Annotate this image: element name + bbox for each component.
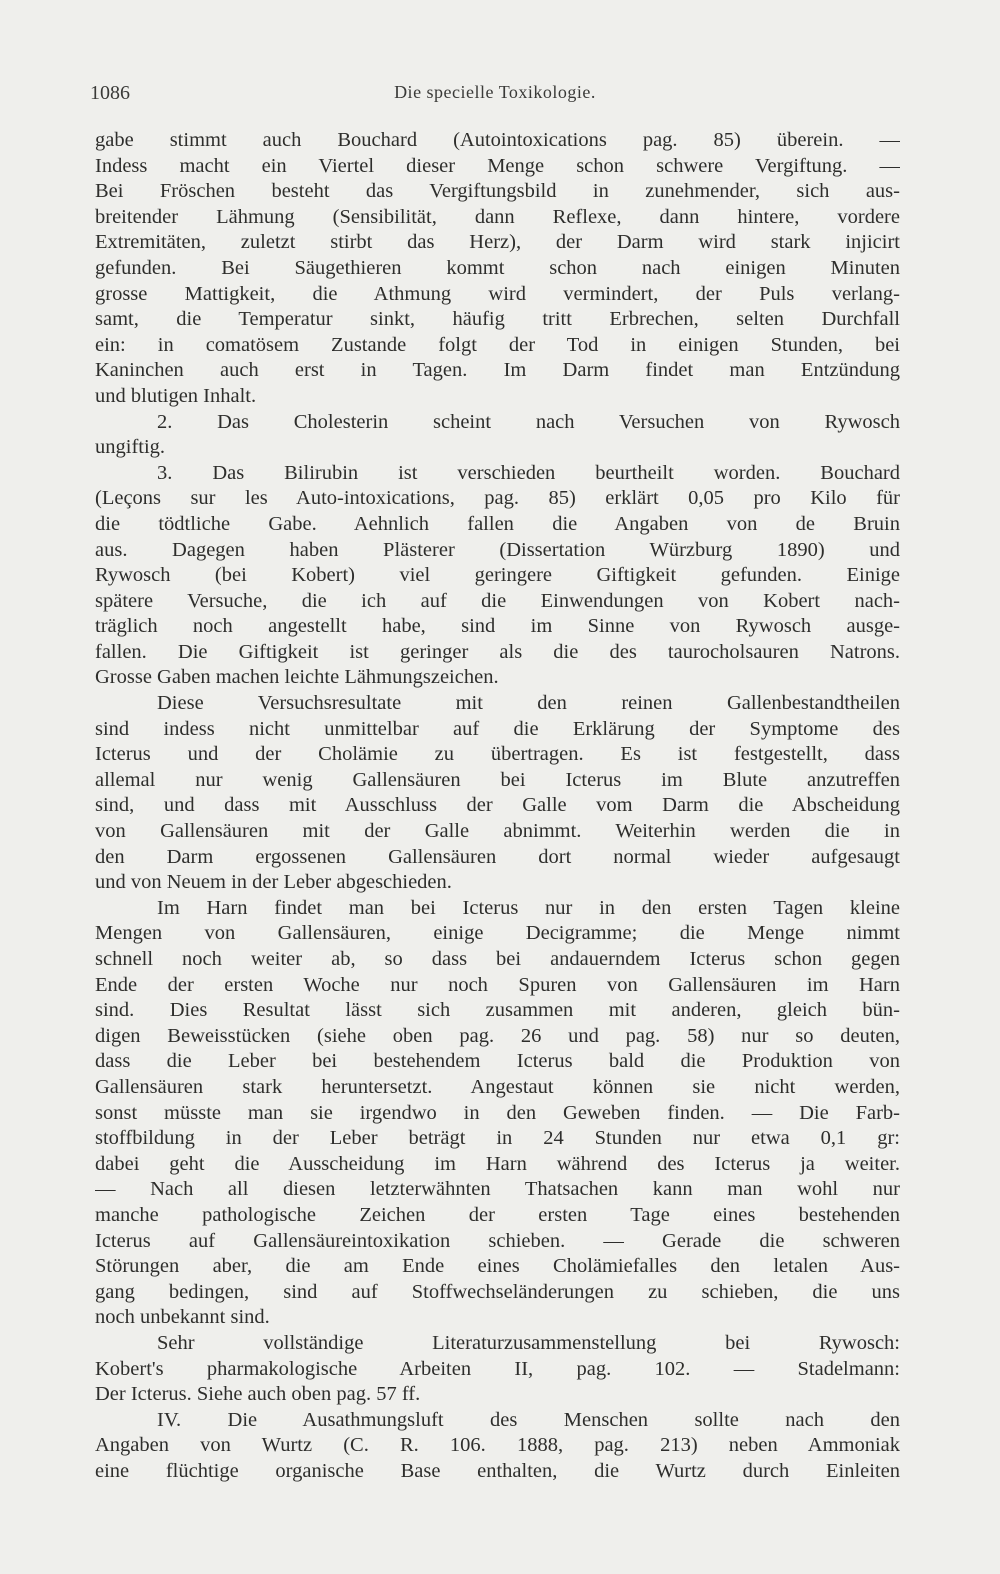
text-line: Der Icterus. Siehe auch oben pag. 57 ff.	[95, 1383, 421, 1406]
text-line: ungiftig.	[95, 436, 166, 459]
text-line: Gallensäuren stark heruntersetzt. Angestaut können sie nicht werden,	[95, 1075, 900, 1098]
text-line: dabei geht die Ausscheidung im Harn während des Icterus ja weiter.	[95, 1152, 900, 1175]
text-line: Kaninchen auch erst in Tagen. Im Darm findet man Entzündung	[95, 359, 900, 382]
text-line: die tödtliche Gabe. Aehnlich fallen die Angaben von de Bruin	[95, 512, 900, 535]
text-line: Kobert's pharmakologische Arbeiten II, pag. 102. — Stadelmann:	[95, 1357, 900, 1380]
text-line: sind indess nicht unmittelbar auf die Erklärung der Symptome des	[95, 717, 900, 740]
text-line: 2. Das Cholesterin scheint nach Versuchen von Rywosch	[157, 410, 900, 433]
text-line: ein: in comatösem Zustande folgt der Tod in einigen Stunden, bei	[95, 333, 900, 356]
text-line: Diese Versuchsresultate mit den reinen Gallenbestandtheilen	[157, 692, 900, 715]
text-line: sind, und dass mit Ausschluss der Galle vom Darm die Abscheidung	[95, 794, 900, 817]
text-line: Icterus und der Cholämie zu übertragen. Es ist festgestellt, dass	[95, 743, 900, 766]
text-line: (Leçons sur les Auto-intoxications, pag. 85) erklärt 0,05 pro Kilo für	[95, 487, 900, 510]
text-line: manche pathologische Zeichen der ersten Tage eines bestehenden	[95, 1203, 900, 1226]
text-line: sind. Dies Resultat lässt sich zusammen mit anderen, gleich bün-	[95, 999, 900, 1022]
text-line: träglich noch angestellt habe, sind im Sinne von Rywosch ausge-	[95, 615, 900, 638]
text-line: schnell noch weiter ab, so dass bei andauerndem Icterus schon gegen	[95, 948, 900, 970]
text-line: noch unbekannt sind.	[95, 1306, 270, 1329]
text-line: gang bedingen, sind auf Stoffwechseländerungen zu schieben, die uns	[95, 1280, 900, 1303]
text-line: Bei Fröschen besteht das Vergiftungsbild in zunehmender, sich aus-	[95, 180, 900, 203]
text-line: und blutigen Inhalt.	[95, 384, 257, 407]
text-line: dass die Leber bei bestehendem Icterus bald die Produktion von	[95, 1050, 900, 1073]
text-line: allemal nur wenig Gallensäuren bei Icterus im Blute anzutreffen	[95, 768, 900, 791]
text-line: — Nach all diesen letzterwähnten Thatsachen kann man wohl nur	[95, 1178, 900, 1201]
text-line: Ende der ersten Woche nur noch Spuren von Gallensäuren im Harn	[95, 973, 900, 996]
text-line: den Darm ergossenen Gallensäuren dort normal wieder aufgesaugt	[95, 845, 900, 868]
page-number: 1086	[90, 82, 130, 104]
text-line: stoffbildung in der Leber beträgt in 24 Stunden nur etwa 0,1 gr:	[95, 1127, 900, 1150]
text-line: Icterus auf Gallensäureintoxikation schieben. — Gerade die schweren	[95, 1229, 900, 1252]
text-line: spätere Versuche, die ich auf die Einwendungen von Kobert nach-	[95, 589, 900, 612]
body-text	[95, 128, 900, 1484]
text-line: breitender Lähmung (Sensibilität, dann Reflexe, dann hintere, vordere	[95, 205, 900, 228]
text-line: und von Neuem in der Leber abgeschieden.	[95, 871, 452, 894]
text-line: von Gallensäuren mit der Galle abnimmt. Weiterhin werden die in	[95, 820, 900, 843]
text-line: Mengen von Gallensäuren, einige Decigramme; die Menge nimmt	[95, 922, 900, 945]
text-line: sonst müsste man sie irgendwo in den Geweben finden. — Die Farb-	[95, 1101, 900, 1124]
text-line: eine flüchtige organische Base enthalten, die Wurtz durch Einleiten	[95, 1459, 900, 1482]
text-line: Rywosch (bei Kobert) viel geringere Giftigkeit gefunden. Einige	[95, 564, 900, 587]
text-line: Extremitäten, zuletzt stirbt das Herz), der Darm wird stark injicirt	[95, 231, 900, 254]
text-line: aus. Dagegen haben Plästerer (Dissertation Würzburg 1890) und	[95, 538, 900, 561]
text-line: Im Harn findet man bei Icterus nur in den ersten Tagen kleine	[157, 896, 900, 919]
text-line: IV. Die Ausathmungsluft des Menschen sollte nach den	[157, 1408, 900, 1431]
text-line: Störungen aber, die am Ende eines Cholämiefalles den letalen Aus-	[95, 1255, 900, 1278]
text-line: fallen. Die Giftigkeit ist geringer als die des taurocholsauren Natrons.	[95, 640, 900, 663]
text-line: Sehr vollständige Literaturzusammenstellung bei Rywosch:	[157, 1331, 900, 1354]
text-line: gefunden. Bei Säugethieren kommt schon nach einigen Minuten	[95, 256, 900, 279]
running-title: Die specielle Toxikologie.	[394, 82, 596, 102]
text-line: 3. Das Bilirubin ist verschieden beurtheilt worden. Bouchard	[157, 461, 900, 484]
text-line: Indess macht ein Viertel dieser Menge schon schwere Vergiftung. —	[95, 154, 900, 177]
text-line: samt, die Temperatur sinkt, häufig tritt Erbrechen, selten Durchfall	[95, 308, 900, 331]
page-header	[90, 82, 900, 112]
text-line: Angaben von Wurtz (C. R. 106. 1888, pag. 213) neben Ammoniak	[95, 1434, 900, 1457]
text-line: digen Beweisstücken (siehe oben pag. 26 und pag. 58) nur so deuten,	[95, 1024, 900, 1047]
text-line: Grosse Gaben machen leichte Lähmungszeichen.	[95, 666, 499, 689]
text-line: grosse Mattigkeit, die Athmung wird vermindert, der Puls verlang-	[95, 282, 900, 305]
text-line: gabe stimmt auch Bouchard (Autointoxications pag. 85) überein. —	[95, 129, 900, 151]
